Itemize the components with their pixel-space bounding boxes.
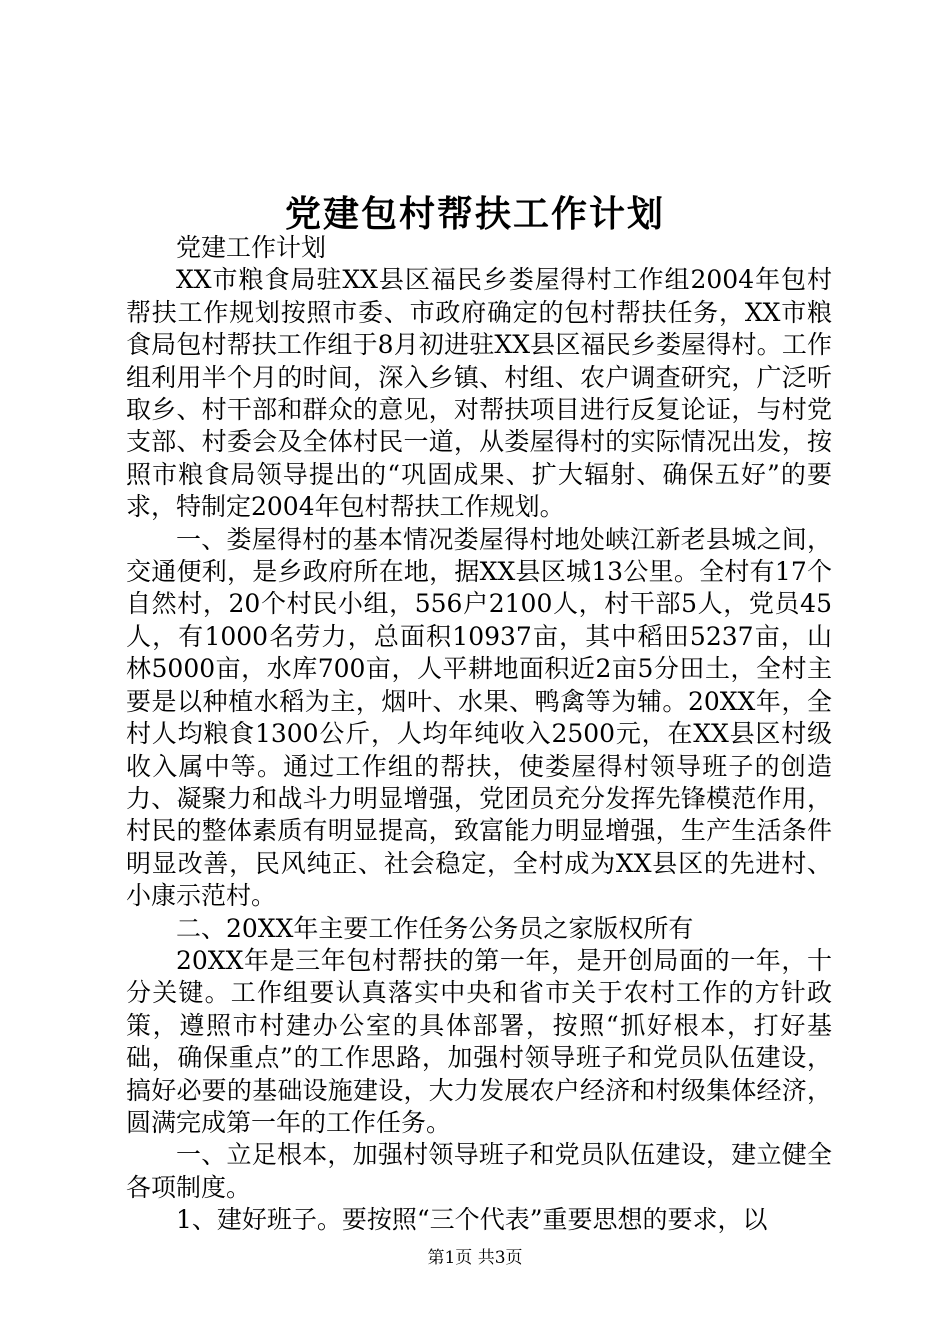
paragraph: 20XX年是三年包村帮扶的第一年，是开创局面的一年，十分关键。工作组要认真落实中央和省市关于农村工作的方针政策，遵照市村建办公室的具体部署，按照“抓好根本，打好基础，确保重点”的工作思路，加强村领导班子和党员队伍建设，搞好必要的基础设施建设，大力发展农户经济和村级集体经济，圆满完成第一年的工作任务。 [126, 945, 832, 1137]
paragraph: 党建工作计划 [176, 233, 327, 262]
paragraph: XX市粮食局驻XX县区福民乡娄屋得村工作组2004年包村帮扶工作规划按照市委、市政府确定的包村帮扶任务，XX市粮食局包村帮扶工作组于8月初进驻XX县区福民乡娄屋得村。工作组利用半个月的时间，深入乡镇、村组、农户调查研究，广泛听取乡、村干部和群众的意见，对帮扶项目进行反复论证，与村党支部、村委会及全体村民一道，从娄屋得村的实际情况出发，按照市粮食局领导提出的“巩固成果、扩大辐射、确保五好”的要求，特制定2004年包村帮扶工作规划。 [126, 265, 832, 522]
document-title: 党建包村帮扶工作计划 [284, 194, 665, 235]
paragraph: 一、立足根本，加强村领导班子和党员队伍建设，建立健全各项制度。 [126, 1140, 832, 1202]
paragraph: 二、20XX年主要工作任务公务员之家版权所有 [176, 913, 694, 943]
paragraph: 1、建好班子。要按照“三个代表”重要思想的要求，以 [176, 1205, 768, 1235]
page-number-footer: 第1页 共3页 [427, 1248, 523, 1268]
paragraph: 一、娄屋得村的基本情况娄屋得村地处峡江新老县城之间，交通便利，是乡政府所在地，据XX县区城13公里。全村有17个自然村，20个村民小组，556户2100人，村干部5人，党员45人，有1000名劳力，总面积10937亩，其中稻田5237亩，山林5000亩，水库700亩，人平耕地面积近2亩5分田土，全村主要是以种植水稻为主，烟叶、水果、鸭禽等为辅。20XX年，全村人均粮食1300公斤，人均年纯收入2500元，在XX县区村级收入属中等。通过工作组的帮扶，使娄屋得村领导班子的创造力、凝聚力和战斗力明显增强，党团员充分发挥先锋模范作用，村民的整体素质有明显提高，致富能力明显增强，生产生活条件明显改善，民风纯正、社会稳定，全村成为XX县区的先进村、小康示范村。 [126, 524, 832, 911]
document-body [126, 232, 832, 1237]
